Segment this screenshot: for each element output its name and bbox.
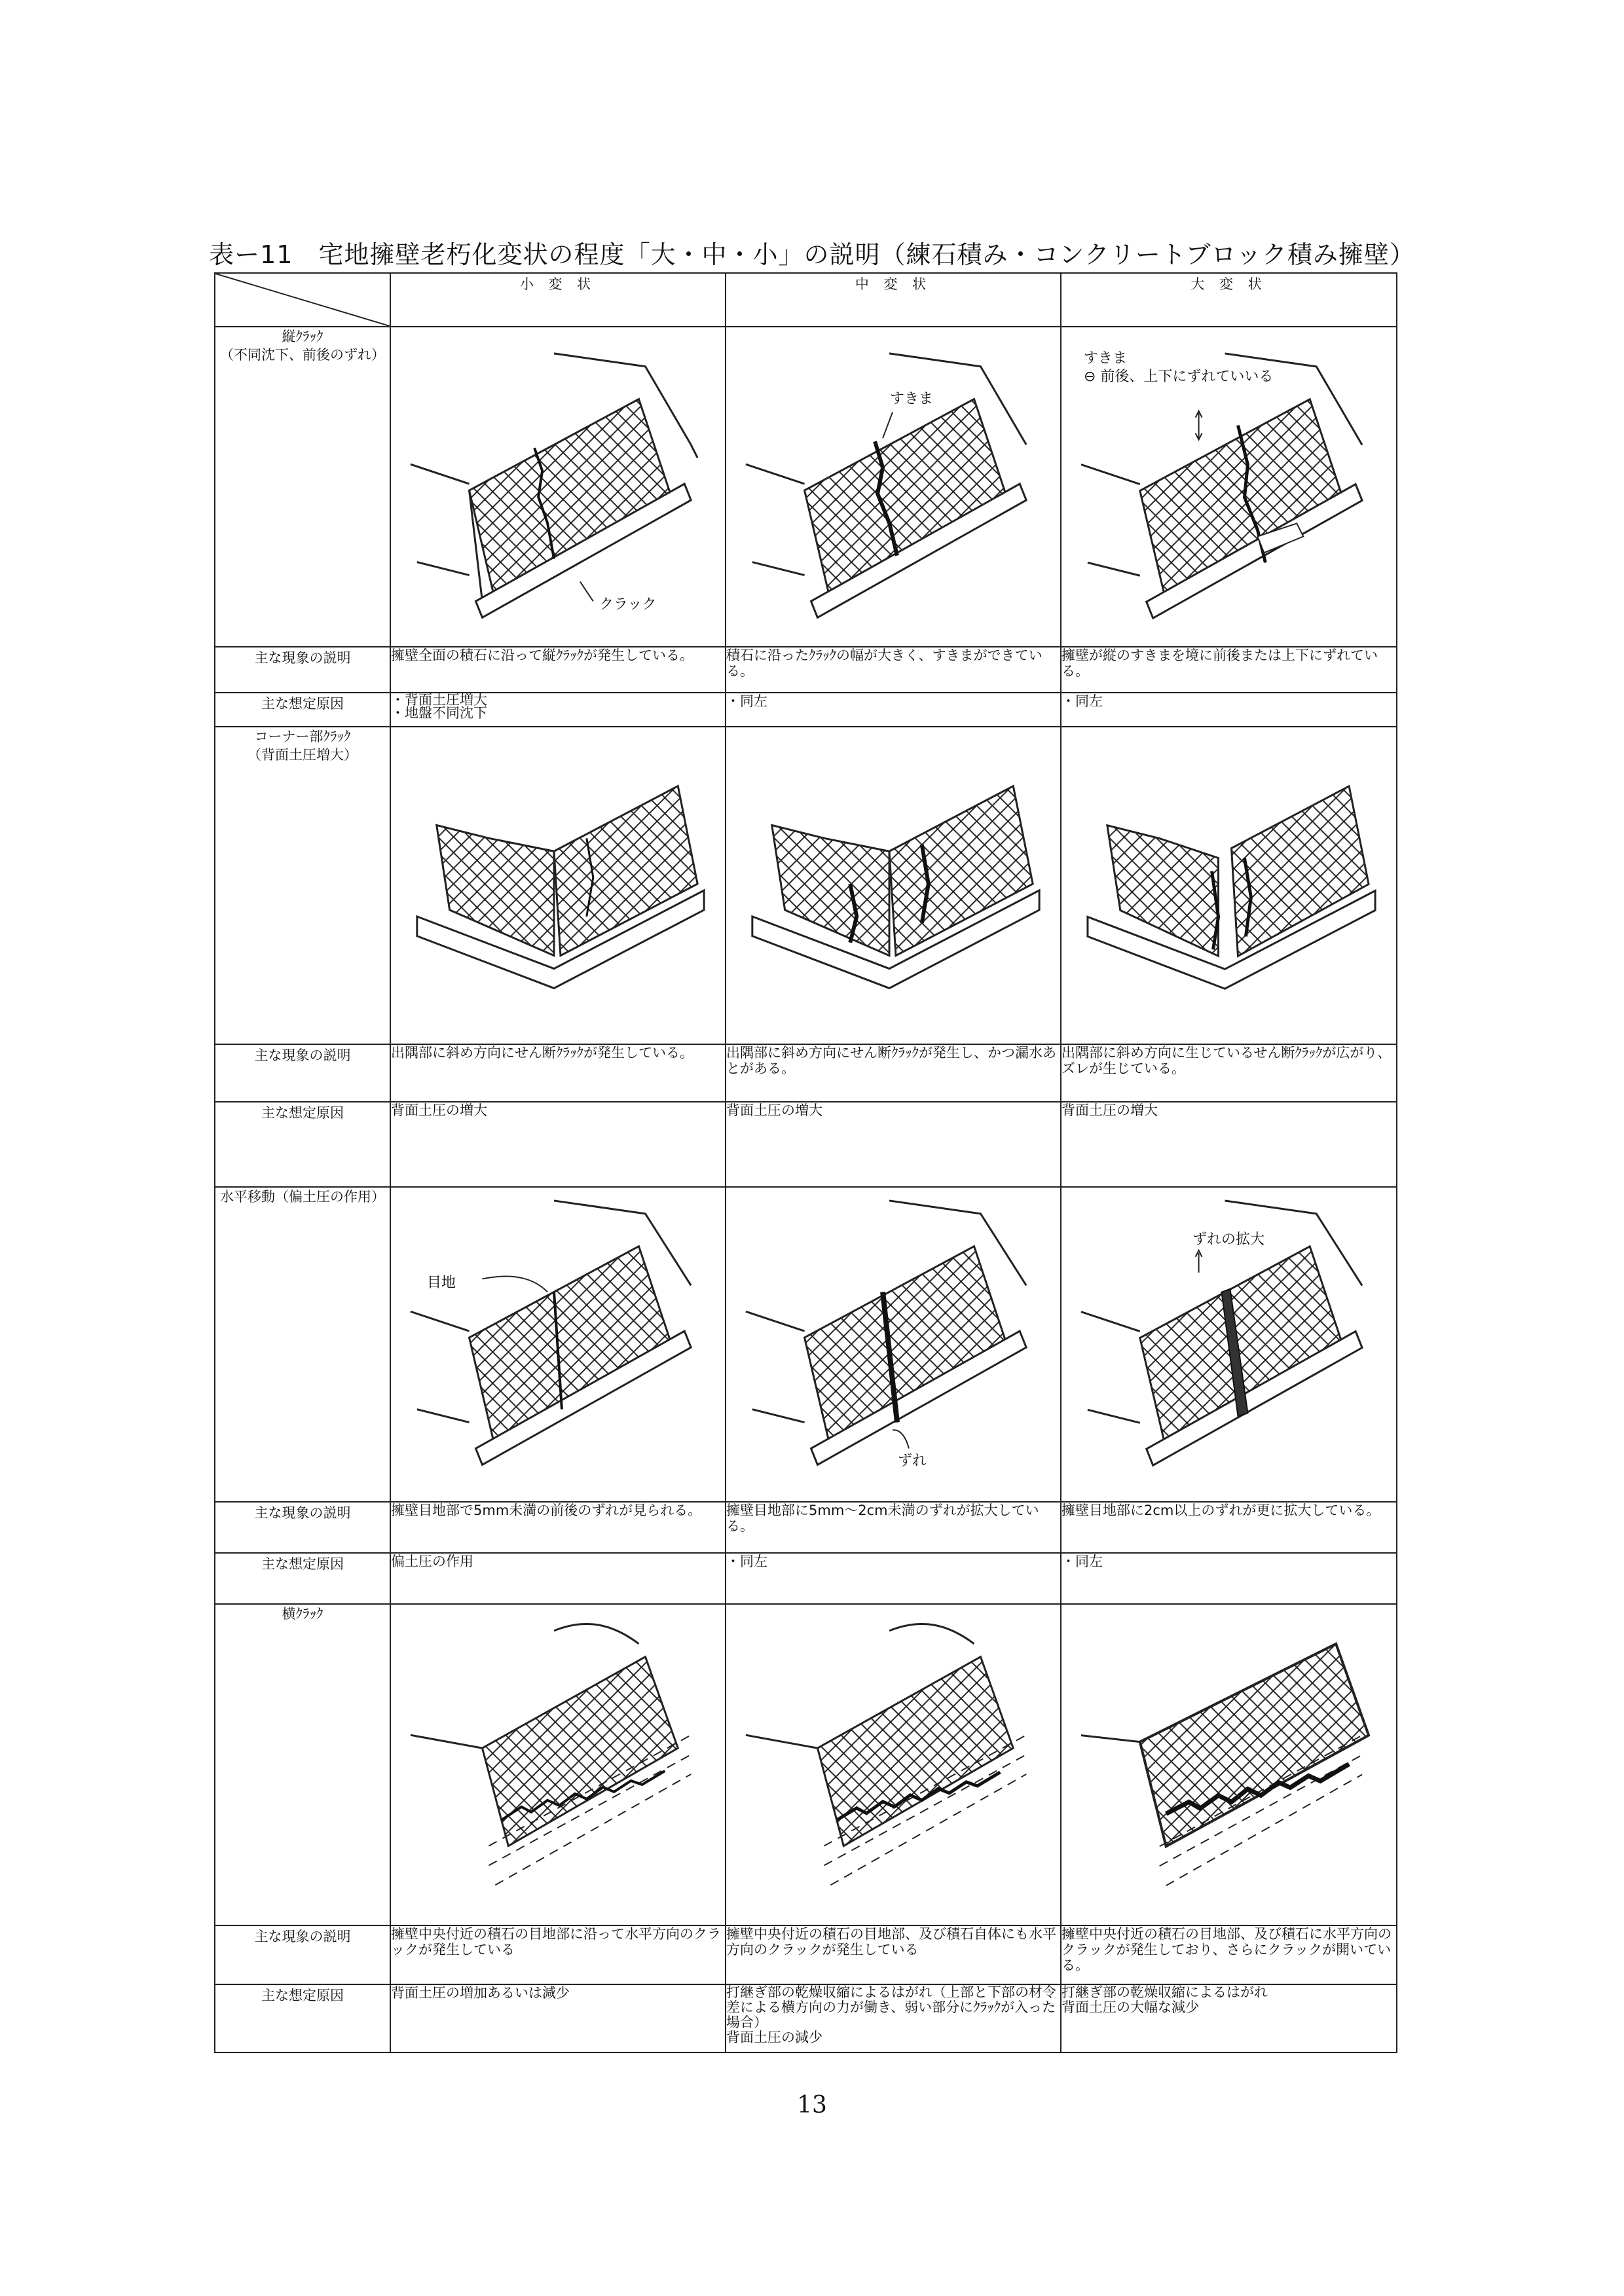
cause-large: 打継ぎ部の乾燥収縮によるはがれ 背面土圧の大幅な減少 (1061, 1984, 1397, 2052)
cause-medium: ・同左 (726, 1553, 1061, 1604)
illustration-corner-crack-medium (726, 727, 1061, 1044)
annotation-joint: 目地 (427, 1275, 456, 1292)
row-label-line2: （背面土圧増大） (248, 747, 358, 763)
illustration-horizontal-move-small (390, 1187, 726, 1502)
row-label-horizontal-move (215, 1187, 390, 1502)
row-label-line1: 横ｸﾗｯｸ (282, 1606, 323, 1622)
cause-medium: 背面土圧の増大 (726, 1102, 1061, 1187)
row-label-line1: 水平移動（偏土圧の作用） (220, 1189, 385, 1205)
section-horizontal-move-cause-row (215, 1553, 1397, 1604)
section-corner-crack-cause-row (215, 1102, 1397, 1187)
section-horizontal-crack-phenomenon-row (215, 1925, 1397, 1984)
annotation-gap-large: すきま (1084, 350, 1128, 367)
table-title: 表ー11 宅地擁壁老朽化変状の程度「大・中・小」の説明（練石積み・コンクリートブロック積み擁壁） (209, 240, 1415, 269)
cause-medium: ・同左 (726, 693, 1061, 727)
row-label-line1: 縦ｸﾗｯｸ (282, 329, 323, 344)
annotation-gap: すきま (890, 391, 934, 407)
illustration-horizontal-move-large (1061, 1187, 1397, 1502)
section-horizontal-move-image-row (215, 1187, 1397, 1502)
illustration-vertical-crack-medium (726, 327, 1061, 647)
header-row (215, 273, 1397, 327)
section-horizontal-crack-cause-row (215, 1984, 1397, 2052)
page-number: 13 (797, 2092, 827, 2119)
phenomenon-medium: 擁壁中央付近の積石の目地部、及び積石自体にも水平方向のクラックが発生している (726, 1925, 1061, 1984)
cause-large: ・同左 (1061, 1553, 1397, 1604)
illustration-horizontal-move-medium (726, 1187, 1061, 1502)
cause-small: 背面土圧の増加あるいは減少 (390, 1984, 726, 2052)
cause-label: 主な想定原因 (215, 693, 390, 727)
annotation-shift: ⊖ 前後、上下にずれていいる (1084, 369, 1274, 385)
phenomenon-label: 主な現象の説明 (215, 1044, 390, 1102)
row-label-line2: （不同沈下、前後のずれ） (220, 347, 385, 363)
cause-label: 主な想定原因 (215, 1102, 390, 1187)
cause-label: 主な想定原因 (215, 1984, 390, 2052)
section-vertical-crack-cause-row (215, 693, 1397, 727)
section-vertical-crack-image-row (215, 327, 1397, 647)
phenomenon-large: 擁壁が縦のすきまを境に前後または上下にずれている。 (1061, 647, 1397, 693)
deformation-table (214, 272, 1397, 2053)
phenomenon-medium: 出隅部に斜め方向にせん断ｸﾗｯｸが発生し、かつ漏水あとがある。 (726, 1044, 1061, 1102)
phenomenon-small: 擁壁中央付近の積石の目地部に沿って水平方向のクラックが発生している (390, 1925, 726, 1984)
phenomenon-label: 主な現象の説明 (215, 647, 390, 693)
cause-large: ・同左 (1061, 693, 1397, 727)
phenomenon-small: 出隅部に斜め方向にせん断ｸﾗｯｸが発生している。 (390, 1044, 726, 1102)
section-horizontal-crack-image-row (215, 1604, 1397, 1925)
illustration-horizontal-crack-medium (726, 1604, 1061, 1925)
cause-small: ・背面土圧増大 ・地盤不同沈下 (390, 693, 726, 727)
phenomenon-label: 主な現象の説明 (215, 1502, 390, 1553)
row-label-line1: コーナー部ｸﾗｯｸ (254, 729, 351, 745)
header-large: 大 変 状 (1061, 273, 1397, 327)
illustration-horizontal-crack-large (1061, 1604, 1397, 1925)
annotation-shift: ずれ (898, 1453, 927, 1470)
phenomenon-large: 擁壁中央付近の積石の目地部、及び積石に水平方向のクラックが発生しており、さらにクラックが開いている。 (1061, 1925, 1397, 1984)
cause-small: 背面土圧の増大 (390, 1102, 726, 1187)
illustration-corner-crack-large (1061, 727, 1397, 1044)
phenomenon-large: 擁壁目地部に2cm以上のずれが更に拡大している。 (1061, 1502, 1397, 1553)
cause-small: 偏土圧の作用 (390, 1553, 726, 1604)
cause-medium: 打継ぎ部の乾燥収縮によるはがれ（上部と下部の材令差による横方向の力が働き、弱い部分にｸﾗｯｸが入った場合） 背面土圧の減少 (726, 1984, 1061, 2052)
illustration-vertical-crack-small (390, 327, 726, 647)
corner-diagonal-cell (215, 273, 390, 327)
illustration-corner-crack-small (390, 727, 726, 1044)
row-label-horizontal-crack (215, 1604, 390, 1925)
illustration-horizontal-crack-small (390, 1604, 726, 1925)
phenomenon-large: 出隅部に斜め方向に生じているせん断ｸﾗｯｸが広がり、ズレが生じている。 (1061, 1044, 1397, 1102)
cause-label: 主な想定原因 (215, 1553, 390, 1604)
annotation-shift-expanded: ずれの拡大 (1192, 1231, 1265, 1248)
row-label-corner-crack (215, 727, 390, 1044)
annotation-crack: クラック (599, 596, 657, 613)
section-horizontal-move-phenomenon-row (215, 1502, 1397, 1553)
phenomenon-small: 擁壁全面の積石に沿って縦ｸﾗｯｸが発生している。 (390, 647, 726, 693)
section-corner-crack-phenomenon-row (215, 1044, 1397, 1102)
cause-large: 背面土圧の増大 (1061, 1102, 1397, 1187)
header-small: 小 変 状 (390, 273, 726, 327)
row-label-vertical-crack (215, 327, 390, 647)
phenomenon-small: 擁壁目地部で5mm未満の前後のずれが見られる。 (390, 1502, 726, 1553)
phenomenon-medium: 擁壁目地部に5mm～2cm未満のずれが拡大している。 (726, 1502, 1061, 1553)
illustration-vertical-crack-large (1061, 327, 1397, 647)
phenomenon-medium: 積石に沿ったｸﾗｯｸの幅が大きく、すきまができている。 (726, 647, 1061, 693)
phenomenon-label: 主な現象の説明 (215, 1925, 390, 1984)
section-vertical-crack-phenomenon-row (215, 647, 1397, 693)
header-medium: 中 変 状 (726, 273, 1061, 327)
section-corner-crack-image-row (215, 727, 1397, 1044)
